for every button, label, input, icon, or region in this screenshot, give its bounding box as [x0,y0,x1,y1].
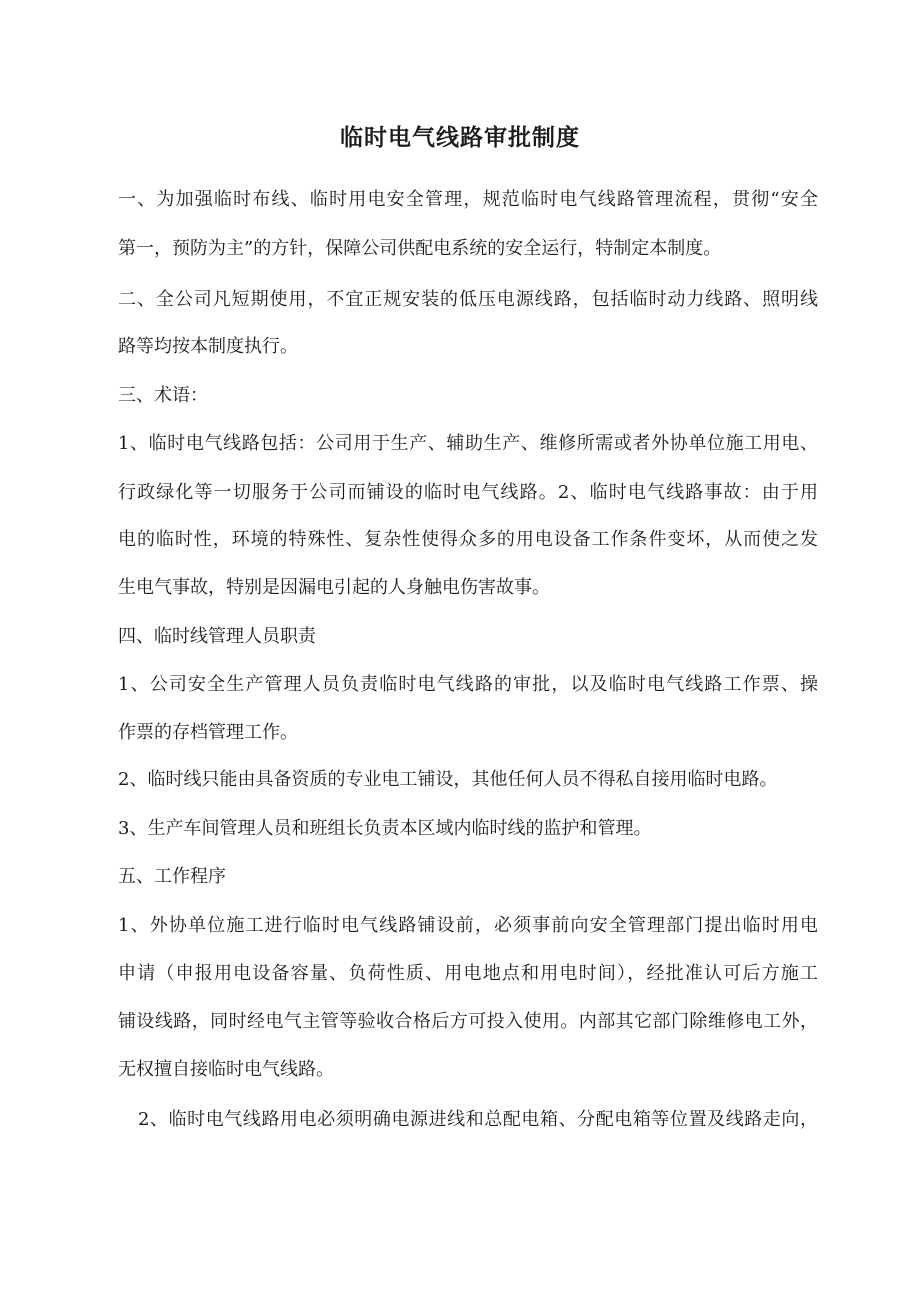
section-heading: 五、工作程序 [118,866,226,887]
document-title: 临时电气线路审批制度 [340,125,580,151]
paragraph-line: 一、为加强临时布线、临时用电安全管理，规范临时电气线路管理流程，贯彻“安全 [118,189,818,210]
paragraph-line: 铺设线路，同时经电气主管等验收合格后方可投入使用。内部其它部门除维修电工外， [118,1011,818,1032]
paragraph-line: 电的临时性，环境的特殊性、复杂性使得众多的用电设备工作条件变坏，从而使之发 [118,529,818,550]
paragraph-line: 1、临时电气线路包括：公司用于生产、辅助生产、维修所需或者外协单位施工用电、 [118,433,818,454]
paragraph-line: 2、临时线只能由具备资质的专业电工铺设，其他任何人员不得私自接用临时电路。 [118,769,778,790]
paragraph-line: 行政绿化等一切服务于公司而铺设的临时电气线路。2、临时电气线路事故：由于用 [118,482,818,503]
section-heading: 三、术语： [118,385,208,406]
paragraph-line: 无权擅自接临时电气线路。 [118,1059,334,1080]
paragraph-line: 路等均按本制度执行。 [118,336,298,357]
paragraph-line: 1、外协单位施工进行临时电气线路铺设前，必须事前向安全管理部门提出临时用电 [118,915,818,936]
paragraph-line: 1、公司安全生产管理人员负责临时电气线路的审批，以及临时电气线路工作票、操 [118,674,818,695]
paragraph-line: 2、临时电气线路用电必须明确电源进线和总配电箱、分配电箱等位置及线路走向， [138,1109,818,1130]
paragraph-line: 3、生产车间管理人员和班组长负责本区域内临时线的监护和管理。 [118,818,652,839]
paragraph-line: 申请（申报用电设备容量、负荷性质、用电地点和用电时间），经批准认可后方施工 [118,963,818,984]
section-heading: 四、临时线管理人员职责 [118,626,316,647]
paragraph-line: 第一，预防为主”的方针，保障公司供配电系统的安全运行，特制定本制度。 [118,238,722,259]
paragraph-line: 二、全公司凡短期使用，不宜正规安装的低压电源线路，包括临时动力线路、照明线 [118,289,818,310]
paragraph-line: 生电气事故，特别是因漏电引起的人身触电伤害故事。 [118,577,550,598]
paragraph-line: 作票的存档管理工作。 [118,722,298,743]
